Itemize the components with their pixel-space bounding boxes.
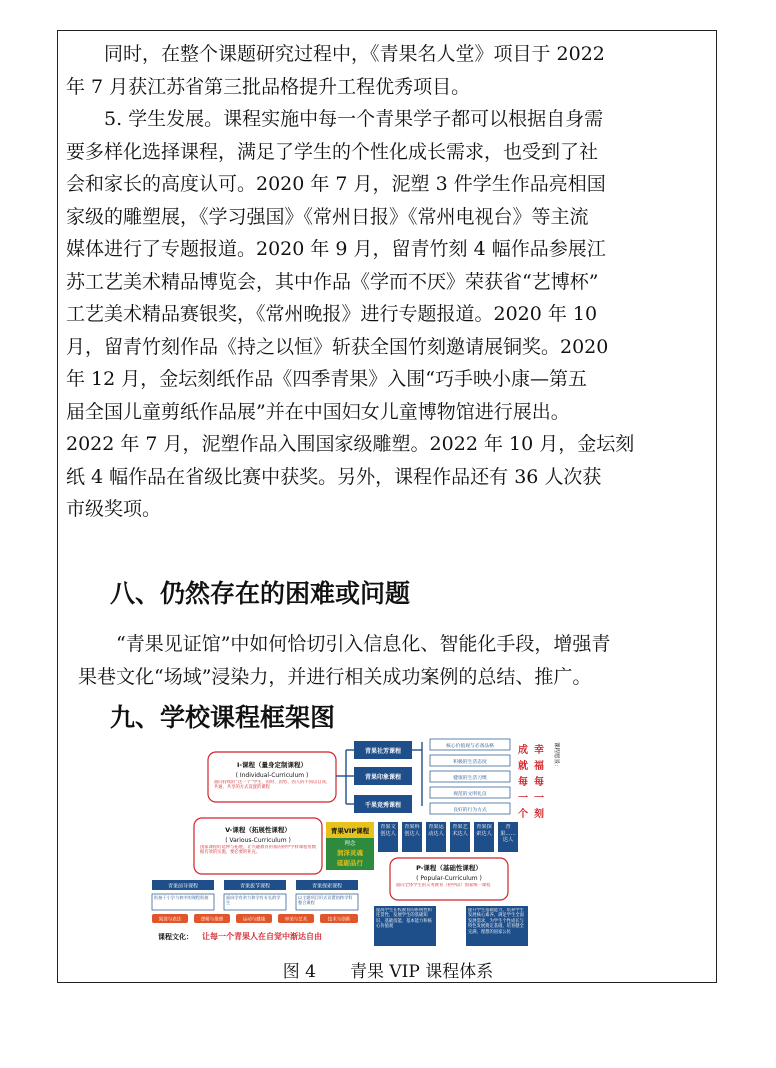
text-line: 年 12 月，金坛刻纸作品《四季青果》入围“巧手映小康—第五 [66, 368, 587, 390]
text-line: 纸 4 幅作品在省级比赛中获奖。另外，课程作品还有 36 人次获 [66, 465, 602, 488]
svg-text:刻: 刻 [534, 809, 544, 820]
svg-text:规范的文明礼仪: 规范的文明礼仪 [453, 792, 487, 797]
text-line: 家级的雕塑展，《学习强国》《常州日报》《常州电视台》等主流 [66, 205, 589, 228]
svg-text:阅读与表达: 阅读与表达 [158, 917, 182, 923]
text-line: 果巷文化“场域”浸染力，并进行相关成功案例的总结、推广。 [78, 665, 592, 688]
svg-text:青果探索课程: 青果探索课程 [311, 883, 343, 890]
text-line: 工艺美术精品赛银奖，《常州晚报》进行专题报道。2020 年 10 [66, 303, 598, 325]
svg-text:每: 每 [518, 777, 528, 788]
vision-label: 课程愿景： [553, 742, 559, 770]
svg-text:健康的生活习惯: 健康的生活习惯 [453, 776, 487, 781]
text-line: 月，留青竹刻作品《持之以恒》斩获全国竹刻邀请展铜奖。2020 [66, 335, 609, 358]
svg-text:一: 一 [534, 793, 544, 804]
svg-text:就: 就 [518, 761, 528, 772]
section-heading-problems: 八、仍然存在的困难或问题 [110, 579, 411, 608]
svg-text:逻辑与推理: 逻辑与推理 [200, 917, 224, 923]
text-line: 2022 年 7 月，泥塑作品入围国家级雕塑。2022 年 10 月，金坛刻 [66, 433, 635, 455]
v-subtitle: ( Various-Curriculum ) [225, 837, 291, 844]
p-desc: 面向全体学生的义务教育（初中段）国家统一课程 [396, 883, 491, 888]
svg-text:核心价值观与必备品格: 核心价值观与必备品格 [446, 744, 494, 749]
value-list [430, 739, 510, 814]
center-line3: 润泽灵魂 [337, 849, 363, 857]
svg-text:每: 每 [534, 777, 544, 788]
svg-text:积极的生活态度: 积极的生活态度 [453, 760, 487, 765]
curriculum-framework-diagram [150, 738, 630, 952]
svg-text:青果前导课程: 青果前导课程 [167, 883, 199, 890]
culture-label: 课程文化： [158, 933, 193, 941]
svg-text:审美与艺术: 审美与艺术 [284, 917, 308, 923]
text-line: 媒体进行了专题报道。2020 年 9 月，留青竹刻 4 幅作品参展江 [66, 238, 606, 260]
text-line: 会和家长的高度认可。2020 年 7 月，泥塑 3 件学生作品亮相国 [66, 173, 606, 195]
i-desc: 面向持续的“这一个”学生，因时、因势、因人的不同以自我、共通、共享的方式设置的课程 [214, 780, 331, 790]
paragraph-award [66, 38, 686, 103]
svg-text:成: 成 [518, 745, 528, 756]
p-desc-right: 提升学生基础能力，培养学生发展核心素养，满足学生全面发展需求，为学生个性成长与特色发展奠定基础，培育健全完满、理想的国家公民 [468, 908, 524, 935]
svg-text:福: 福 [534, 761, 544, 772]
v-title: V-课程（拓展性课程） [225, 826, 291, 834]
talent-boxes: 青果文创达人 青果科创达人 青果运动达人 青果艺术达人 青果探索达人 青果……达人 [378, 822, 518, 852]
culture-text: 让每一个青果人在自觉中渐达自由 [202, 932, 322, 941]
paragraph-student-development [66, 103, 686, 526]
svg-text:技术与创新: 技术与创新 [327, 917, 351, 923]
i-title: I-课程（量身定制课程） [236, 761, 308, 769]
text-line: 5. 学生发展。课程实施中每一个青果学子都可以根据自身需 [104, 108, 604, 130]
center-line2: 理念 [344, 841, 356, 847]
section-heading-framework: 九、学校课程框架图 [110, 703, 336, 732]
figure-caption: 图 4 青果 VIP 课程体系 [282, 962, 494, 982]
text-line: 年 7 月获江苏省第三批品格提升工程优秀项目。 [66, 75, 471, 98]
text-line: 届全国儿童剪纸作品展”并在中国妇女儿童博物馆进行展出。 [66, 400, 570, 423]
i-subtitle: ( Individual-Curriculum ) [235, 772, 309, 779]
vision-slogan [518, 743, 544, 820]
v-desc-wrap [200, 845, 318, 871]
svg-text:运动与健康: 运动与健康 [242, 917, 266, 923]
text-line: 同时，在整个课题研究过程中，《青果名人堂》项目于 2022 [104, 43, 605, 65]
svg-text:千果竞秀课程: 千果竞秀课程 [364, 802, 402, 809]
svg-text:青果社芳课程: 青果社芳课程 [364, 748, 402, 755]
i-desc-wrap [214, 780, 332, 800]
orange-tags [152, 914, 358, 923]
v-desc: 国家课程的延伸与拓展，让兴趣教育的我的初中学科课程用数据有效的实施，要必要的补充。 [200, 845, 317, 855]
text-line: 要多样化选择课程，满足了学生的个性化成长需求，也受到了社 [66, 140, 599, 163]
center-line1: 青果VIP课程 [330, 827, 370, 835]
text-line: “青果见证馆”中如何恰切引入信息化、智能化手段，增强青 [116, 633, 611, 655]
paragraph-problems [66, 628, 686, 693]
svg-text:幸: 幸 [534, 745, 544, 756]
text-line: 市级奖项。 [66, 498, 162, 520]
p-desc-left: 提高学生在校教育的系统性和连贯性，发展学生的基础知识、基础技能、基本能力和核心价值观 [376, 908, 432, 930]
svg-text:一: 一 [518, 793, 528, 804]
svg-text:青果拔节课程: 青果拔节课程 [239, 883, 271, 890]
text-line: 苏工艺美术精品博览会，其中作品《学而不厌》荣获省“艺博杯” [66, 270, 599, 293]
center-line4: 砥砺品行 [337, 859, 363, 867]
blue-course-list [354, 741, 412, 813]
v-sub-courses: 青果前导课程 青果拔节课程 青果探索课程 衔接于小学与初中的课程衔接 面向学有余力和学有专长的学生 以主题项目形式设置的跨学科整合课程 [152, 880, 358, 910]
svg-text:个: 个 [518, 809, 528, 820]
p-subtitle: ( Popular-Curriculum ) [416, 875, 482, 882]
p-title: P-课程（基础性课程） [416, 864, 482, 872]
svg-text:青果印象课程: 青果印象课程 [364, 774, 402, 781]
svg-text:良好的行为方式: 良好的行为方式 [453, 808, 487, 813]
p-desc-wrap [396, 883, 504, 899]
